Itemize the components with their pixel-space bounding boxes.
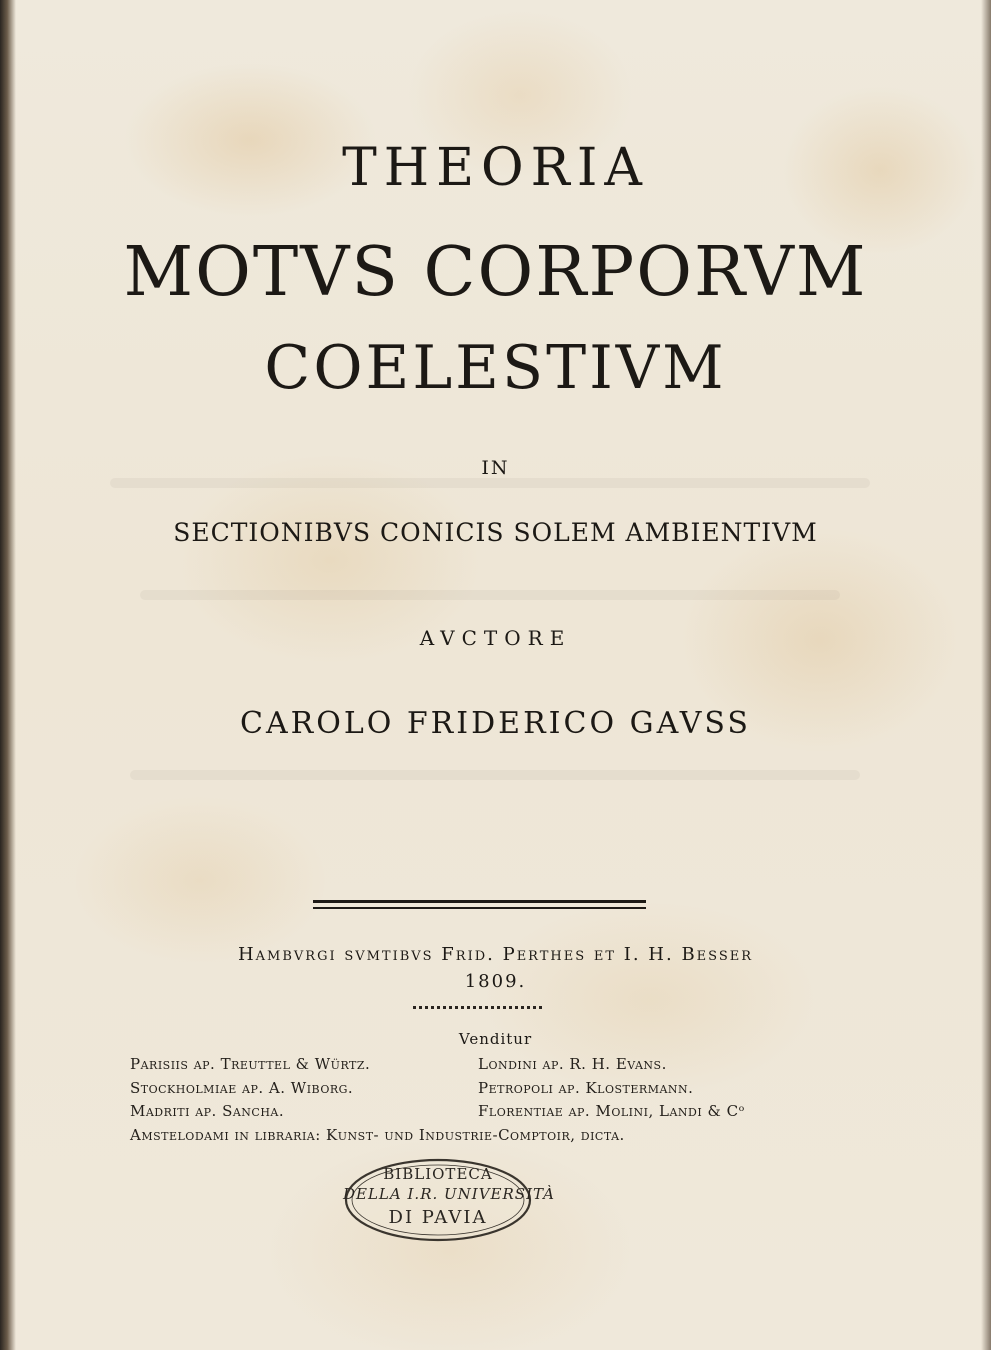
seller-amsterdam: Amstelodami in libraria: Kunst- und Industrie-Comptoir, dicta.	[130, 1126, 625, 1144]
stamp-line-2: DELLA I.R. UNIVERSITÀ	[343, 1185, 556, 1203]
page-left-edge	[0, 0, 16, 1350]
title-line-3: COELESTIVM	[264, 333, 727, 403]
double-rule-bottom	[313, 907, 646, 909]
seller-florence: Florentiae ap. Molini, Landi & Cᵒ	[478, 1102, 745, 1120]
seller-stockholm: Stockholmiae ap. A. Wiborg.	[130, 1079, 354, 1097]
page-right-edge	[981, 0, 991, 1350]
publisher-line: Hambvrgi svmtibvs Frid. Perthes et I. H. Besser	[237, 944, 754, 965]
title-line-1: THEORIA	[342, 138, 649, 198]
bleed-through-text	[140, 590, 840, 600]
seller-madrid: Madriti ap. Sancha.	[130, 1102, 285, 1120]
bleed-through-text	[110, 478, 870, 488]
bleed-through-text	[130, 770, 860, 780]
author-name: CAROLO FRIDERICO GAVSS	[240, 706, 751, 741]
in-word: IN	[481, 457, 510, 479]
auctore-label: AVCTORE	[419, 626, 572, 650]
venditur-heading: Venditur	[458, 1030, 533, 1048]
stamp-line-3: DI PAVIA	[388, 1207, 488, 1228]
stamp-line-1: BIBLIOTECA	[383, 1165, 493, 1183]
title-line-2: MOTVS CORPORVM	[123, 233, 868, 312]
dotted-separator	[413, 1006, 545, 1009]
seller-london: Londini ap. R. H. Evans.	[478, 1055, 667, 1073]
subtitle: SECTIONIBVS CONICIS SOLEM AMBIENTIVM	[173, 518, 818, 547]
double-rule-top	[313, 900, 646, 903]
seller-petropoli: Petropoli ap. Klostermann.	[478, 1079, 694, 1097]
publication-year: 1809.	[464, 971, 527, 992]
seller-paris: Parisiis ap. Treuttel & Würtz.	[130, 1055, 371, 1073]
library-stamp	[343, 1157, 556, 1243]
